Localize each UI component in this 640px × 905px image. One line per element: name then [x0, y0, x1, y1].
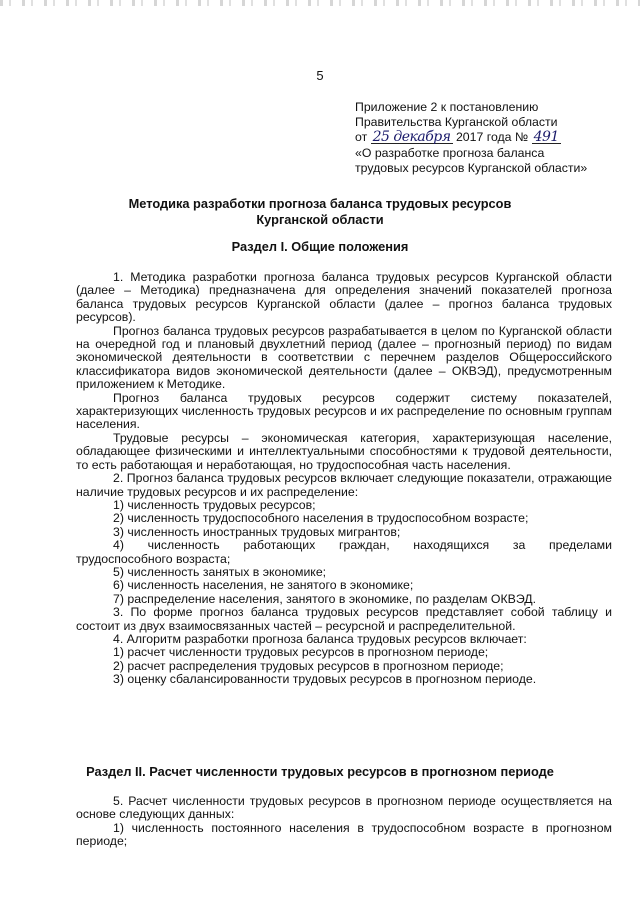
list-item: 4) численность работающих граждан, находящихся за пределами	[113, 538, 612, 553]
attachment-line-1: Приложение 2 к постановлению	[355, 100, 539, 114]
paragraph-forecast-content: Прогноз баланса трудовых ресурсов содержит систему показателей, характеризующих численность трудовых ресурсов и их распределение по основным группам населения.	[76, 390, 612, 432]
attachment-date-prefix: от	[355, 130, 368, 145]
paragraph-2: 2. Прогноз баланса трудовых ресурсов включает следующие показатели, отражающие наличие трудовых ресурсов и их распределение:	[76, 471, 612, 499]
list-item: 1) численность постоянного населения в трудоспособном возрасте в прогнозном периоде;	[76, 820, 612, 849]
algorithm-list	[76, 646, 612, 686]
scan-edge-artifact	[0, 0, 640, 6]
list-item: 2) расчет распределения трудовых ресурсов в прогнозном периоде;	[113, 658, 504, 673]
section-1-heading: Раздел I. Общие положения	[231, 239, 409, 254]
indicator-list	[76, 499, 612, 553]
list-item-continuation: трудоспособного возраста;	[76, 551, 231, 566]
handwritten-number: 491	[533, 129, 559, 146]
paragraph-5: 5. Расчет численности трудовых ресурсов в прогнозном периоде осуществляется на основе следующих данных:	[76, 794, 612, 822]
list-item: 3) оценку сбалансированности трудовых ресурсов в прогнозном периоде.	[113, 672, 537, 687]
page-number: 5	[316, 68, 324, 83]
paragraph-labor-definition: Трудовые ресурсы – экономическая категория, характеризующая население, обладающее физическими и интеллектуальными способностями к трудовой деятельности, то есть работающая и неработающая, но трудоспособная часть населения.	[76, 430, 612, 472]
attachment-line-4: «О разработке прогноза баланса	[355, 145, 545, 160]
list-item: 3) численность иностранных трудовых мигрантов;	[113, 524, 401, 539]
list-item: 6) численность населения, не занятого в экономике;	[113, 578, 414, 593]
list-item: 7) распределение населения, занятого в экономике, по разделам ОКВЭД.	[113, 591, 537, 606]
indicator-list-continued	[76, 566, 612, 606]
document-title	[0, 196, 640, 227]
section-1-body	[76, 271, 612, 687]
attachment-line-5: трудовых ресурсов Курганской области»	[355, 160, 588, 175]
section-2-body	[76, 795, 612, 849]
paragraph-4: 4. Алгоритм разработки прогноза баланса трудовых ресурсов включает:	[113, 631, 527, 646]
attachment-line-3	[355, 130, 640, 145]
section-2-heading: Раздел II. Расчет численности трудовых ресурсов в прогнозном периоде	[86, 764, 554, 779]
attachment-header	[355, 100, 640, 176]
paragraph-3: 3. По форме прогноз баланса трудовых ресурсов представляет собой таблицу и состоит из двух взаимосвязанных частей – ресурсной и распределительной.	[76, 605, 612, 633]
list-item: 5) численность занятых в экономике;	[113, 564, 327, 579]
list-item: 2) численность трудоспособного населения в трудоспособном возрасте;	[113, 511, 529, 526]
list-item: 1) расчет численности трудовых ресурсов в прогнозном периоде;	[113, 645, 489, 660]
document-title-line-2: Курганской области	[256, 211, 384, 227]
document-title-line-1: Методика разработки прогноза баланса трудовых ресурсов	[128, 196, 512, 211]
attachment-year: 2017 года №	[455, 130, 529, 145]
attachment-line-2: Правительства Курганской области	[355, 115, 558, 130]
handwritten-date: 25 декабря	[372, 129, 451, 146]
paragraph-1: 1. Методика разработки прогноза баланса трудовых ресурсов Курганской области (далее – Методика) предназначена для определения значений показателей прогноза баланса трудовых ресурсов Курганской области (далее – прогноз баланса трудовых ресурсов).	[76, 270, 612, 325]
paragraph-forecast-scope: Прогноз баланса трудовых ресурсов разрабатывается в целом по Курганской области на очередной год и плановый двухлетний период (далее – прогнозный период) по видам экономической деятельности в соответствии с перечнем разделов Общероссийского классификатора видов экономической деятельности (далее – ОКВЭД), предусмотренным приложением к Методике.	[76, 323, 612, 392]
list-item: 1) численность трудовых ресурсов;	[113, 497, 316, 512]
